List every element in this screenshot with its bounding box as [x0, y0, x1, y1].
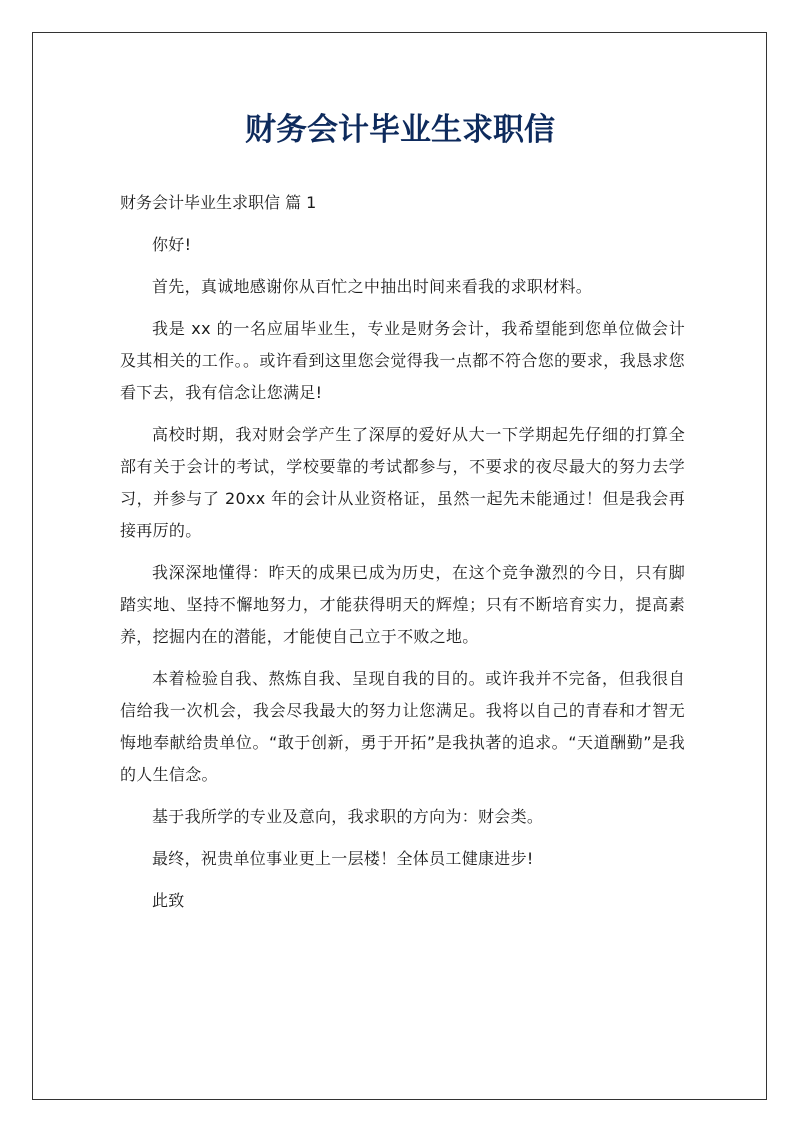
paragraph-understanding: 我深深地懂得：昨天的成果已成为历史，在这个竞争激烈的今日，只有脚踏实地、坚持不懈地努力，才能获得明天的辉煌；只有不断培育实力，提高素养，挖掘内在的潜能，才能使自己立于不败之地。 — [120, 563, 685, 646]
paragraph-wishes: 最终，祝贵单位事业更上一层楼！全体员工健康进步! — [152, 849, 534, 868]
document-body — [120, 187, 685, 927]
paragraph-purpose: 本着检验自我、熬炼自我、呈现自我的目的。或许我并不完备，但我很自信给我一次机会，我会尽我最大的努力让您满足。我将以自己的青春和才智无悔地奉献给贵单位。“敢于创新，勇于开拓”是我执著的追求。“天道酬勤”是我的人生信念。 — [120, 669, 685, 784]
paragraph-university: 高校时期，我对财会学产生了深厚的爱好从大一下学期起先仔细的打算全部有关于会计的考试，学校要靠的考试都参与，不要求的夜尽最大的努力去学习，并参与了 20xx 年的会计从业资格证，虽然一起先未能通过！但是我会再接再厉的。 — [120, 425, 685, 540]
paragraph-closing: 此致 — [152, 891, 185, 910]
paragraph-introduction: 我是 xx 的一名应届毕业生，专业是财务会计，我希望能到您单位做会计及其相关的工作。。或许看到这里您会觉得我一点都不符合您的要求，我恳求您看下去，我有信念让您满足! — [120, 319, 685, 402]
document-title: 财务会计毕业生求职信 — [245, 112, 555, 148]
document-subtitle: 财务会计毕业生求职信 篇 1 — [120, 193, 317, 212]
paragraph-job-direction: 基于我所学的专业及意向，我求职的方向为：财会类。 — [152, 807, 544, 826]
paragraph-greeting: 你好! — [152, 235, 192, 254]
paragraph-thanks: 首先，真诚地感谢你从百忙之中抽出时间来看我的求职材料。 — [152, 277, 593, 296]
